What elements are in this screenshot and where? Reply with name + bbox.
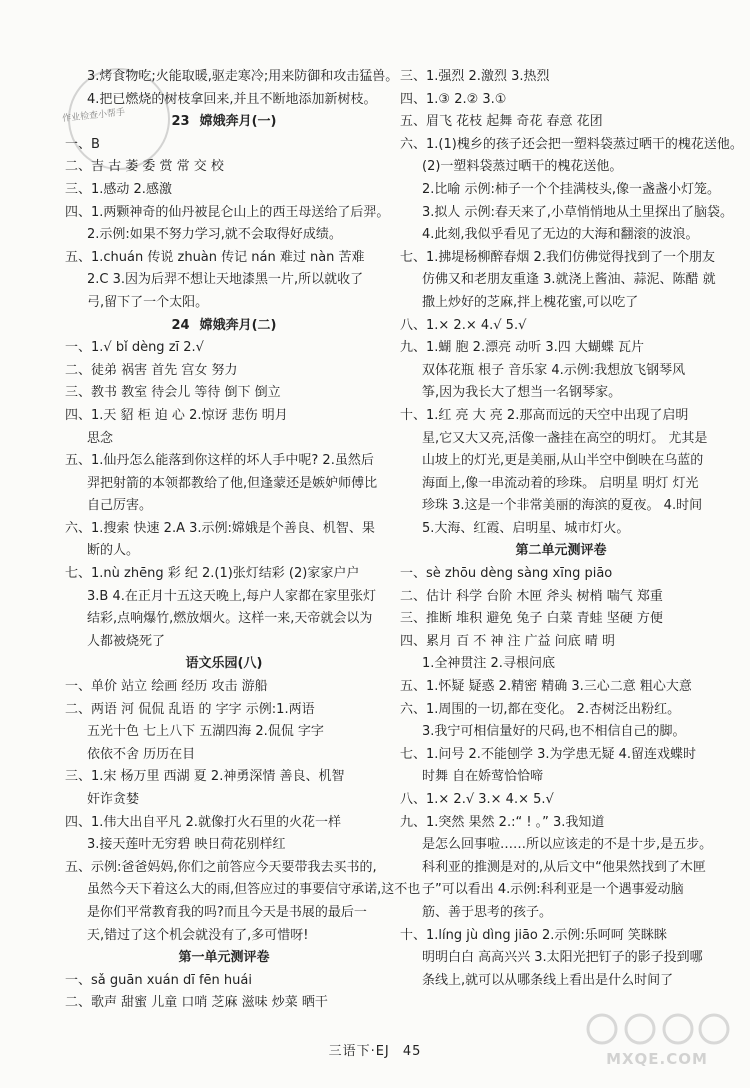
answer-line: 七、1.问号 2.不能刨学 3.为学患无疑 4.留连戏蝶时 (400, 746, 697, 762)
answer-line: 六、1.搜索 快速 2.A 3.示例:嫦娥是个善良、机智、果 (65, 520, 375, 536)
answer-line: 4.此刻,我似乎看见了无边的大海和翻滚的波浪。 (422, 227, 699, 243)
answer-line: 时舞 自在娇莺恰恰啼 (422, 769, 544, 785)
stamp-text: 作业检查小帮手 (61, 107, 126, 125)
answer-line: 五、1.chuán 传说 zhuàn 传记 nán 难过 nàn 苦难 (65, 249, 365, 265)
answer-line: 五光十色 七上八下 五湖四海 2.侃侃 字字 (87, 724, 324, 740)
section-number: 23 (171, 114, 190, 130)
section-heading (65, 947, 383, 970)
answer-line: 1.全神贯注 2.寻根问底 (422, 656, 555, 672)
section-title: 语文乐园(八) (185, 656, 263, 672)
answer-line: 十、1.líng jù dìng jiāo 2.示例:乐呵呵 笑眯眯 (400, 927, 667, 943)
answer-line: 筋、善于思考的孩子。 (422, 904, 553, 920)
answer-line: 三、1.宋 杨万里 西湖 夏 2.神勇深情 善良、机智 (65, 769, 345, 785)
answer-line: 一、sǎ guān xuán dī fēn huái (65, 972, 252, 988)
answer-line: 七、1.nù zhēng 彩 纪 2.(1)张灯结彩 (2)家家户户 (65, 566, 360, 582)
answer-line: 三、推断 堆积 避免 兔子 白菜 青蛙 坚硬 方便 (400, 611, 663, 627)
answer-line: 2.C 3.因为后羿不想让天地漆黑一片,所以就收了 (87, 272, 364, 288)
answer-line: 虽然今天下着这么大的雨,但答应过的事要信守承诺,这不也 (87, 882, 421, 898)
answer-line: 五、眉飞 花枝 起舞 奇花 春意 花团 (400, 114, 603, 130)
page-number: 45 (402, 1044, 422, 1059)
answer-line: 明明白白 高高兴兴 3.太阳光把钉子的影子投到哪 (422, 950, 703, 966)
site-watermark (582, 1012, 732, 1074)
answer-line: 依依不舍 历历在目 (87, 746, 196, 762)
answer-line: 羿把射箭的本领都教给了他,但逢蒙还是嫉妒师傅比 (87, 475, 378, 491)
answer-line: 星,它又大又亮,活像一盏挂在高空的明灯。 尤其是 (422, 430, 708, 446)
answer-line: 六、1.(1)槐乡的孩子还会把一塑料袋蒸过晒干的槐花送他。 (400, 136, 743, 152)
answer-line: (2)一塑料袋蒸过晒干的槐花送他。 (422, 159, 623, 175)
answer-line: 3.我宁可相信量好的尺码,也不相信自己的脚。 (422, 724, 686, 740)
right-column (400, 66, 743, 992)
answer-line: 五、示例:爸爸妈妈,你们之前答应今天要带我去买书的, (65, 859, 377, 875)
section-title: 第二单元测评卷 (515, 543, 607, 559)
answer-line: 自己厉害。 (87, 498, 153, 514)
answer-line: 一、1.√ bǐ dèng zī 2.√ (65, 340, 204, 356)
answer-line: 海面上,像一串流动着的珍珠。 启明星 明灯 灯光 (422, 475, 699, 491)
answer-line: 三、1.强烈 2.激烈 3.热烈 (400, 69, 550, 84)
answer-line: 是你们平常教育我的吗?而且今天是书展的最后一 (87, 904, 367, 920)
answer-line: 八、1.× 2.× 4.√ 5.√ (400, 317, 527, 333)
answer-line: 七、1.拂堤杨柳醉春烟 2.我们仿佛觉得找到了一个朋友 (400, 249, 715, 265)
answer-line: 人都被烧死了 (87, 633, 166, 649)
answer-line: 六、1.周围的一切,都在变化。 2.杏树泛出粉红。 (400, 701, 681, 717)
answer-line: 十、1.红 亮 大 亮 2.那高而远的天空中出现了启明 (400, 407, 689, 423)
answer-line: 弓,留下了一个太阳。 (87, 294, 209, 310)
answer-line: 断的人。 (87, 543, 140, 559)
watermark-url: MXQE.COM (606, 1050, 708, 1068)
answer-line: 二、徒弟 祸害 首先 宫女 努力 (65, 362, 238, 378)
answer-line: 九、1.蝴 胞 2.漂亮 动听 3.四 大蝴蝶 瓦片 (400, 340, 645, 356)
answer-line: 二、吉 古 萎 委 赏 常 交 校 (65, 159, 224, 175)
answer-line: 山坡上的灯光,更是美丽,从山半空中倒映在乌蓝的 (422, 453, 704, 469)
answer-line: 二、歌声 甜蜜 儿童 口哨 芝麻 滋味 炒菜 晒干 (65, 995, 328, 1011)
answer-line: 条线上,就可以从哪条线上看出是什么时间了 (422, 972, 674, 988)
answer-line: 天,错过了这个机会就没有了,多可惜呀! (87, 927, 309, 943)
section-title: 嫦娥奔月(二) (199, 317, 277, 333)
answer-line: 结彩,点响爆竹,燃放烟火。这样一来,天帝就会以为 (87, 611, 373, 627)
answer-line: 2.比喻 示例:柿子一个个挂满枝头,像一盏盏小灯笼。 (422, 181, 721, 197)
section-title: 嫦娥奔月(一) (199, 114, 277, 130)
answer-line: 三、1.感动 2.感激 (65, 181, 172, 197)
answer-line: 3.烤食物吃;火能取暖,驱走寒冷;用来防御和攻击猛兽。 (87, 69, 399, 84)
answer-line: 四、1.两颗神奇的仙丹被昆仑山上的西王母送给了后羿。 (65, 204, 390, 220)
answer-line: 3.接天莲叶无穷碧 映日荷花别样红 (87, 837, 286, 853)
answer-line: 筝,因为我长大了想当一名钢琴家。 (422, 385, 622, 401)
answer-line: 子”可以看出 4.示例:科利亚是一个遇事爱动脑 (422, 882, 684, 898)
answer-line: 是怎么回事啦……所以应该走的不是十步,是五步。 (422, 837, 713, 853)
left-column (65, 66, 421, 1015)
answer-line: 4.把已燃烧的树枝拿回来,并且不断地添加新树枝。 (87, 91, 377, 107)
answer-line: 四、1.③ 2.② 3.① (400, 91, 507, 107)
section-heading (400, 540, 722, 563)
book-code: 三语下·EJ (328, 1044, 390, 1059)
section-heading (65, 653, 383, 676)
answer-line: 四、1.天 貂 柜 迫 心 2.惊讶 悲伤 明月 (65, 407, 288, 423)
answer-line: 四、累月 百 不 神 注 广益 问底 晴 明 (400, 633, 616, 649)
answer-line: 一、sè zhōu dèng sàng xīng piāo (400, 566, 613, 582)
answer-line: 奸诈贪婪 (87, 792, 140, 807)
answer-line: 思念 (87, 430, 114, 446)
answer-line: 仿佛又和老朋友重逢 3.就浇上酱油、蒜泥、陈醋 就 (422, 272, 716, 288)
answer-line: 3.B 4.在正月十五这天晚上,每户人家都在家里张灯 (87, 588, 376, 604)
section-number: 24 (171, 317, 190, 333)
answer-line: 撒上炒好的芝麻,拌上槐花蜜,可以吃了 (422, 294, 639, 310)
watermark-logo-icon (582, 1012, 732, 1046)
answer-line: 2.示例:如果不努力学习,就不会取得好成绩。 (87, 227, 342, 243)
answer-line: 八、1.× 2.√ 3.× 4.× 5.√ (400, 792, 554, 807)
answer-line: 九、1.突然 果然 2.:“ ! 。” 3.我知道 (400, 814, 605, 830)
answer-line: 五、1.仙丹怎么能落到你这样的坏人手中呢? 2.虽然后 (65, 453, 374, 469)
answer-line: 双体花瓶 根子 音乐家 4.示例:我想放飞钢琴风 (422, 362, 686, 378)
section-heading (65, 315, 383, 338)
answer-line: 二、两语 河 侃侃 乱语 的 字字 示例:1.两语 (65, 701, 315, 717)
section-heading (65, 111, 383, 134)
answer-line: 5.大海、红霞、启明星、城市灯火。 (422, 520, 630, 536)
answer-line: 科利亚的推测是对的,从后文中“他果然找到了木匣 (422, 859, 706, 875)
answer-line: 二、估计 科学 台阶 木匣 斧头 树梢 喘气 郑重 (400, 588, 663, 604)
answer-line: 珍珠 3.这是一个非常美丽的海滨的夏夜。 4.时间 (422, 498, 703, 514)
answer-line: 一、单价 站立 绘画 经历 攻击 游船 (65, 679, 268, 695)
answer-line: 一、B (65, 136, 100, 152)
answer-line: 四、1.伟大出自平凡 2.就像打火石里的火花一样 (65, 814, 341, 830)
answer-line: 3.拟人 示例:春天来了,小草悄悄地从土里探出了脑袋。 (422, 204, 734, 220)
answer-line: 五、1.怀疑 疑惑 2.精密 精确 3.三心二意 粗心大意 (400, 679, 692, 695)
answer-line: 三、教书 教室 待会儿 等待 倒下 倒立 (65, 385, 281, 401)
section-title: 第一单元测评卷 (178, 950, 270, 966)
